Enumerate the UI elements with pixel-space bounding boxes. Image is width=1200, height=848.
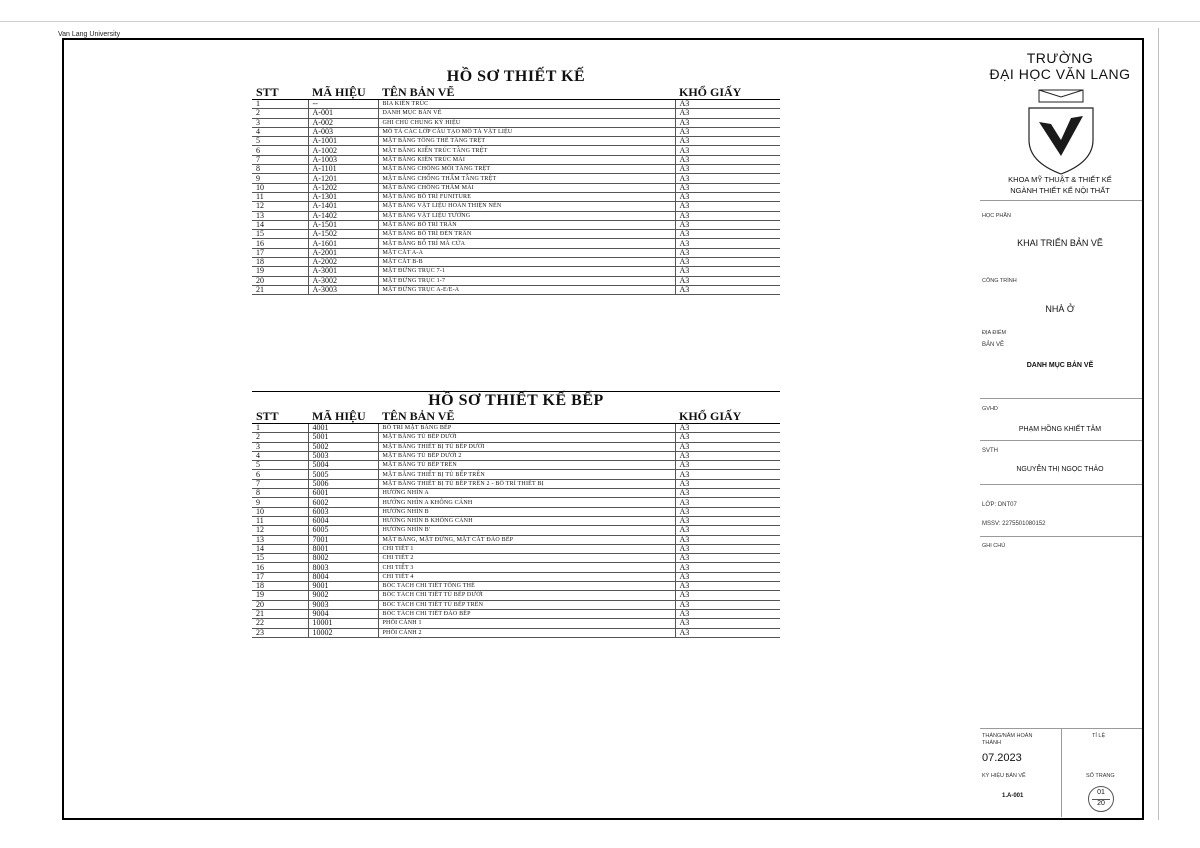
row-stt: 19 xyxy=(252,591,308,600)
row-stt: 2 xyxy=(252,109,308,118)
row-drawing-name: PHỐI CẢNH 2 xyxy=(378,628,675,637)
month-year-value: 07.2023 xyxy=(982,752,1022,764)
school-name-line1: TRƯỜNG xyxy=(1026,50,1094,66)
table-row xyxy=(252,461,780,470)
row-stt: 5 xyxy=(252,461,308,470)
row-code: 7001 xyxy=(308,535,378,544)
table-row xyxy=(252,211,780,220)
row-stt: 22 xyxy=(252,619,308,628)
row-stt: 14 xyxy=(252,220,308,229)
table-row xyxy=(252,267,780,276)
row-code: 5001 xyxy=(308,433,378,442)
row-paper-size: A3 xyxy=(675,165,780,174)
row-paper-size: A3 xyxy=(675,433,780,442)
faculty-name: KHOA MỸ THUẬT & THIẾT KẾ xyxy=(1008,175,1112,184)
table-row xyxy=(252,165,780,174)
row-code: A-1502 xyxy=(308,230,378,239)
row-drawing-name: MẶT BẰNG THIẾT BỊ TỦ BẾP DƯỚI xyxy=(378,442,675,451)
row-stt: 5 xyxy=(252,137,308,146)
row-code: 9001 xyxy=(308,582,378,591)
row-drawing-name: BÓC TÁCH CHI TIẾT ĐẢO BẾP xyxy=(378,609,675,618)
row-paper-size: A3 xyxy=(675,248,780,257)
table-row xyxy=(252,155,780,164)
university-logo-icon xyxy=(1021,88,1101,188)
row-drawing-name: MẶT ĐỨNG TRỤC 1-7 xyxy=(378,276,675,285)
table-row xyxy=(252,192,780,201)
row-drawing-name: CHI TIẾT 2 xyxy=(378,554,675,563)
table-row xyxy=(252,248,780,257)
table-row xyxy=(252,109,780,118)
row-code: A-3001 xyxy=(308,267,378,276)
row-code: 8002 xyxy=(308,554,378,563)
table-row xyxy=(252,183,780,192)
row-paper-size: A3 xyxy=(675,572,780,581)
row-paper-size: A3 xyxy=(675,628,780,637)
row-drawing-name: MẶT BẰNG TỔNG THỂ TẦNG TRỆT xyxy=(378,137,675,146)
note-label: GHI CHÚ xyxy=(982,543,1006,549)
row-code: 8001 xyxy=(308,544,378,553)
row-drawing-name: MẶT ĐỨNG TRỤC 7-1 xyxy=(378,267,675,276)
divider xyxy=(980,536,1142,537)
row-code: A-2001 xyxy=(308,248,378,257)
table-row xyxy=(252,451,780,460)
table-row xyxy=(252,118,780,127)
row-code: A-1501 xyxy=(308,220,378,229)
row-code: A-1001 xyxy=(308,137,378,146)
row-code: 8004 xyxy=(308,572,378,581)
row-drawing-name: MẶT BẰNG TỦ BẾP TRÊN xyxy=(378,461,675,470)
table-row xyxy=(252,591,780,600)
row-paper-size: A3 xyxy=(675,526,780,535)
bottom-info-box xyxy=(980,728,1142,817)
row-stt: 10 xyxy=(252,183,308,192)
row-drawing-name: MẶT BẰNG, MẶT ĐỨNG, MẶT CẮT ĐẢO BẾP xyxy=(378,535,675,544)
row-stt: 21 xyxy=(252,609,308,618)
row-drawing-name: MẶT BẰNG VẬT LIỆU TƯỜNG xyxy=(378,211,675,220)
row-paper-size: A3 xyxy=(675,563,780,572)
row-stt: 13 xyxy=(252,535,308,544)
row-drawing-name: MẶT BẰNG BỐ TRÍ TRẦN xyxy=(378,220,675,229)
row-paper-size: A3 xyxy=(675,137,780,146)
course-label: HỌC PHẦN xyxy=(982,213,1012,219)
row-paper-size: A3 xyxy=(675,211,780,220)
row-drawing-name: PHỐI CẢNH 1 xyxy=(378,619,675,628)
table-title: HỒ SƠ THIẾT KẾ BẾP xyxy=(428,392,604,409)
row-drawing-name: HƯỚNG NHÌN A KHÔNG CÁNH xyxy=(378,498,675,507)
row-stt: 11 xyxy=(252,192,308,201)
header-code: MÃ HIỆU xyxy=(308,409,378,424)
row-drawing-name: MẶT BẰNG CHỐNG THẤM TẦNG TRỆT xyxy=(378,174,675,183)
row-paper-size: A3 xyxy=(675,461,780,470)
row-drawing-name: BÌA KIẾN TRÚC xyxy=(378,100,675,109)
row-stt: 13 xyxy=(252,211,308,220)
table-row xyxy=(252,174,780,183)
table-row xyxy=(252,526,780,535)
row-stt: 6 xyxy=(252,470,308,479)
row-code: A-1101 xyxy=(308,165,378,174)
row-paper-size: A3 xyxy=(675,118,780,127)
row-code: 4001 xyxy=(308,424,378,433)
row-paper-size: A3 xyxy=(675,109,780,118)
row-code: 9004 xyxy=(308,609,378,618)
row-paper-size: A3 xyxy=(675,174,780,183)
frame-corner-label: Van Lang University xyxy=(58,31,121,38)
row-drawing-name: DANH MỤC BẢN VẼ xyxy=(378,109,675,118)
row-stt: 2 xyxy=(252,433,308,442)
kitchen-list-table xyxy=(252,409,780,638)
header-stt: STT xyxy=(252,85,308,100)
table-row xyxy=(252,100,780,109)
page-label: SỐ TRANG xyxy=(1086,773,1115,779)
month-year-label: THÁNG/NĂM HOÀN THÀNH xyxy=(982,733,1033,746)
row-drawing-name: CHI TIẾT 1 xyxy=(378,544,675,553)
row-paper-size: A3 xyxy=(675,479,780,488)
row-stt: 18 xyxy=(252,582,308,591)
row-stt: 15 xyxy=(252,230,308,239)
divider xyxy=(980,200,1142,201)
row-paper-size: A3 xyxy=(675,451,780,460)
row-paper-size: A3 xyxy=(675,285,780,294)
kitchen-drawing-table xyxy=(252,391,780,638)
row-stt: 12 xyxy=(252,526,308,535)
table-row xyxy=(252,554,780,563)
row-drawing-name: MẶT BẰNG KIẾN TRÚC TẦNG TRỆT xyxy=(378,146,675,155)
row-drawing-name: MẶT ĐỨNG TRỤC A-E/E-A xyxy=(378,285,675,294)
row-stt: 14 xyxy=(252,544,308,553)
table-body xyxy=(252,100,780,295)
row-paper-size: A3 xyxy=(675,146,780,155)
row-code: 6003 xyxy=(308,507,378,516)
table-row xyxy=(252,285,780,294)
row-stt: 18 xyxy=(252,258,308,267)
row-code: A-3003 xyxy=(308,285,378,294)
row-code: A-3002 xyxy=(308,276,378,285)
header-name: TÊN BẢN VẼ xyxy=(378,409,675,424)
table-body xyxy=(252,424,780,638)
row-paper-size: A3 xyxy=(675,258,780,267)
row-paper-size: A3 xyxy=(675,470,780,479)
row-paper-size: A3 xyxy=(675,554,780,563)
row-drawing-name: HƯỚNG NHÌN B xyxy=(378,507,675,516)
row-drawing-name: HƯỚNG NHÌN A xyxy=(378,489,675,498)
row-drawing-name: HƯỚNG NHÌN B KHÔNG CÁNH xyxy=(378,516,675,525)
row-stt: 17 xyxy=(252,248,308,257)
row-drawing-name: BỐ TRÍ MẶT BẰNG BẾP xyxy=(378,424,675,433)
row-paper-size: A3 xyxy=(675,507,780,516)
table-title: HỒ SƠ THIẾT KẾ xyxy=(446,68,586,85)
row-code: A-1401 xyxy=(308,202,378,211)
row-code: A-003 xyxy=(308,127,378,136)
sheet-label: BẢN VẼ xyxy=(982,342,1005,348)
row-code: A-1201 xyxy=(308,174,378,183)
row-stt: 8 xyxy=(252,489,308,498)
row-code: A-1301 xyxy=(308,192,378,201)
table-row xyxy=(252,619,780,628)
row-paper-size: A3 xyxy=(675,220,780,229)
row-paper-size: A3 xyxy=(675,489,780,498)
table-row xyxy=(252,127,780,136)
divider xyxy=(980,398,1142,399)
row-stt: 19 xyxy=(252,267,308,276)
table-row xyxy=(252,609,780,618)
row-drawing-name: BÓC TÁCH CHI TIẾT TỦ BẾP DƯỚI xyxy=(378,591,675,600)
header-code: MÃ HIỆU xyxy=(308,85,378,100)
student-value: NGUYỄN THỊ NGỌC THẢO xyxy=(1016,466,1104,473)
row-stt: 6 xyxy=(252,146,308,155)
location-label: ĐỊA ĐIỂM xyxy=(982,330,1007,336)
page-number-badge xyxy=(1088,786,1114,812)
right-margin-line xyxy=(1158,28,1159,820)
row-drawing-name: BÓC TÁCH CHI TIẾT TỔNG THỂ xyxy=(378,582,675,591)
course-value: KHAI TRIỂN BẢN VẼ xyxy=(1017,238,1103,248)
divider xyxy=(1061,729,1062,817)
project-label: CÔNG TRÌNH xyxy=(982,278,1017,284)
row-stt: 1 xyxy=(252,100,308,109)
row-stt: 3 xyxy=(252,118,308,127)
row-stt: 4 xyxy=(252,127,308,136)
row-code: A-2002 xyxy=(308,258,378,267)
row-drawing-name: MẶT BẰNG THIẾT BỊ TỦ BẾP TRÊN 2 - BỐ TRÍ THIẾT BỊ xyxy=(378,479,675,488)
row-drawing-name: CHI TIẾT 3 xyxy=(378,563,675,572)
table-row xyxy=(252,628,780,637)
row-drawing-name: MÔ TẢ CÁC LỚP CẤU TẠO MÔ TẢ VẬT LIỆU xyxy=(378,127,675,136)
table-row xyxy=(252,489,780,498)
row-code: A-1002 xyxy=(308,146,378,155)
page-current: 01 xyxy=(1097,789,1105,796)
row-code: 6002 xyxy=(308,498,378,507)
row-paper-size: A3 xyxy=(675,127,780,136)
row-stt: 23 xyxy=(252,628,308,637)
header-stt: STT xyxy=(252,409,308,424)
row-code: 5002 xyxy=(308,442,378,451)
sheet-value: DANH MỤC BẢN VẼ xyxy=(1026,362,1094,369)
row-code: A-1003 xyxy=(308,155,378,164)
student-label: SVTH xyxy=(982,448,999,454)
row-paper-size: A3 xyxy=(675,619,780,628)
table-row xyxy=(252,137,780,146)
row-drawing-name: MẶT BẰNG KIẾN TRÚC MÁI xyxy=(378,155,675,164)
row-stt: 12 xyxy=(252,202,308,211)
row-paper-size: A3 xyxy=(675,582,780,591)
row-paper-size: A3 xyxy=(675,239,780,248)
row-stt: 9 xyxy=(252,174,308,183)
row-code: A-002 xyxy=(308,118,378,127)
divider xyxy=(980,440,1142,441)
row-drawing-name: MẶT BẰNG BỐ TRÍ FUNITURE xyxy=(378,192,675,201)
drawing-code-value: 1.A-001 xyxy=(1002,793,1024,799)
row-code: A-1402 xyxy=(308,211,378,220)
class-text: LỚP: DNT07 xyxy=(982,502,1017,508)
row-drawing-name: CHI TIẾT 4 xyxy=(378,572,675,581)
row-stt: 16 xyxy=(252,563,308,572)
row-stt: 9 xyxy=(252,498,308,507)
row-code: 5004 xyxy=(308,461,378,470)
table-header-row xyxy=(252,409,780,424)
table-row xyxy=(252,442,780,451)
row-code: 6001 xyxy=(308,489,378,498)
table-row xyxy=(252,470,780,479)
row-drawing-name: MẶT BẰNG BỐ TRÍ MÃ CỬA xyxy=(378,239,675,248)
row-drawing-name: MẶT BẰNG VẬT LIỆU HOÀN THIỆN NỀN xyxy=(378,202,675,211)
row-code: A-1601 xyxy=(308,239,378,248)
instructor-value: PHẠM HỒNG KHIẾT TÂM xyxy=(1018,426,1102,433)
table-row xyxy=(252,276,780,285)
row-paper-size: A3 xyxy=(675,155,780,164)
row-code: 8003 xyxy=(308,563,378,572)
table-row xyxy=(252,516,780,525)
table-row xyxy=(252,220,780,229)
row-code: A-1202 xyxy=(308,183,378,192)
row-paper-size: A3 xyxy=(675,100,780,109)
row-paper-size: A3 xyxy=(675,267,780,276)
row-paper-size: A3 xyxy=(675,498,780,507)
table-row xyxy=(252,202,780,211)
table-row xyxy=(252,507,780,516)
row-paper-size: A3 xyxy=(675,202,780,211)
row-paper-size: A3 xyxy=(675,516,780,525)
top-divider xyxy=(0,21,1200,22)
design-drawing-table xyxy=(252,68,780,295)
row-drawing-name: MẶT BẰNG TỦ BẾP DƯỚI 2 xyxy=(378,451,675,460)
table-row xyxy=(252,563,780,572)
row-stt: 17 xyxy=(252,572,308,581)
row-stt: 15 xyxy=(252,554,308,563)
table-row xyxy=(252,146,780,155)
row-paper-size: A3 xyxy=(675,600,780,609)
row-paper-size: A3 xyxy=(675,192,780,201)
table-row xyxy=(252,600,780,609)
row-stt: 7 xyxy=(252,155,308,164)
table-row xyxy=(252,479,780,488)
instructor-label: GVHD xyxy=(982,406,998,412)
page-total: 20 xyxy=(1097,800,1105,807)
row-drawing-name: MẶT BẰNG BỐ TRÍ ĐÈN TRẦN xyxy=(378,230,675,239)
header-paper-size: KHỔ GIẤY xyxy=(675,85,780,100)
divider xyxy=(980,484,1142,485)
row-code: 5006 xyxy=(308,479,378,488)
row-stt: 3 xyxy=(252,442,308,451)
row-paper-size: A3 xyxy=(675,183,780,192)
table-row xyxy=(252,582,780,591)
row-code: 10002 xyxy=(308,628,378,637)
table-row xyxy=(252,258,780,267)
drawing-list-table xyxy=(252,85,780,295)
row-stt: 10 xyxy=(252,507,308,516)
row-drawing-name: GHI CHÚ CHUNG KÝ HIỆU xyxy=(378,118,675,127)
row-stt: 21 xyxy=(252,285,308,294)
row-paper-size: A3 xyxy=(675,442,780,451)
table-row xyxy=(252,424,780,433)
table-row xyxy=(252,433,780,442)
table-row xyxy=(252,239,780,248)
table-row xyxy=(252,498,780,507)
title-block xyxy=(976,38,1144,820)
header-paper-size: KHỔ GIẤY xyxy=(675,409,780,424)
table-header-row xyxy=(252,85,780,100)
row-drawing-name: MẶT BẰNG TỦ BẾP DƯỚI xyxy=(378,433,675,442)
row-code: 9003 xyxy=(308,600,378,609)
row-stt: 1 xyxy=(252,424,308,433)
row-drawing-name: MẶT BẰNG CHỐNG MỐI TẦNG TRỆT xyxy=(378,165,675,174)
row-stt: 11 xyxy=(252,516,308,525)
row-paper-size: A3 xyxy=(675,544,780,553)
row-code: 5003 xyxy=(308,451,378,460)
row-drawing-name: MẶT CẮT B-B xyxy=(378,258,675,267)
scale-label: TỈ LỆ xyxy=(1092,733,1106,739)
row-stt: 20 xyxy=(252,276,308,285)
table-row xyxy=(252,230,780,239)
row-stt: 4 xyxy=(252,451,308,460)
row-paper-size: A3 xyxy=(675,276,780,285)
project-value: NHÀ Ở xyxy=(1045,304,1075,314)
row-code: 5005 xyxy=(308,470,378,479)
row-stt: 8 xyxy=(252,165,308,174)
mssv-text: MSSV: 2275501080152 xyxy=(982,521,1046,527)
row-code: 6005 xyxy=(308,526,378,535)
row-drawing-name: HƯỚNG NHÌN B' xyxy=(378,526,675,535)
header-name: TÊN BẢN VẼ xyxy=(378,85,675,100)
row-paper-size: A3 xyxy=(675,609,780,618)
row-paper-size: A3 xyxy=(675,424,780,433)
row-code: -- xyxy=(308,100,378,109)
table-row xyxy=(252,544,780,553)
row-drawing-name: MẶT BẰNG CHỐNG THẤM MÁI xyxy=(378,183,675,192)
row-code: 6004 xyxy=(308,516,378,525)
school-name-line2: ĐẠI HỌC VĂN LANG xyxy=(989,66,1131,82)
table-row xyxy=(252,572,780,581)
row-stt: 20 xyxy=(252,600,308,609)
row-code: 10001 xyxy=(308,619,378,628)
row-drawing-name: BÓC TÁCH CHI TIẾT TỦ BẾP TRÊN xyxy=(378,600,675,609)
row-code: 9002 xyxy=(308,591,378,600)
row-paper-size: A3 xyxy=(675,230,780,239)
row-paper-size: A3 xyxy=(675,535,780,544)
drawing-code-label: KÝ HIỆU BẢN VẼ xyxy=(982,773,1026,779)
row-paper-size: A3 xyxy=(675,591,780,600)
row-drawing-name: MẶT BẰNG THIẾT BỊ TỦ BẾP TRÊN xyxy=(378,470,675,479)
row-code: A-001 xyxy=(308,109,378,118)
table-row xyxy=(252,535,780,544)
major-name: NGÀNH THIẾT KẾ NỘI THẤT xyxy=(1010,186,1110,195)
row-stt: 16 xyxy=(252,239,308,248)
row-drawing-name: MẶT CẮT A-A xyxy=(378,248,675,257)
row-stt: 7 xyxy=(252,479,308,488)
